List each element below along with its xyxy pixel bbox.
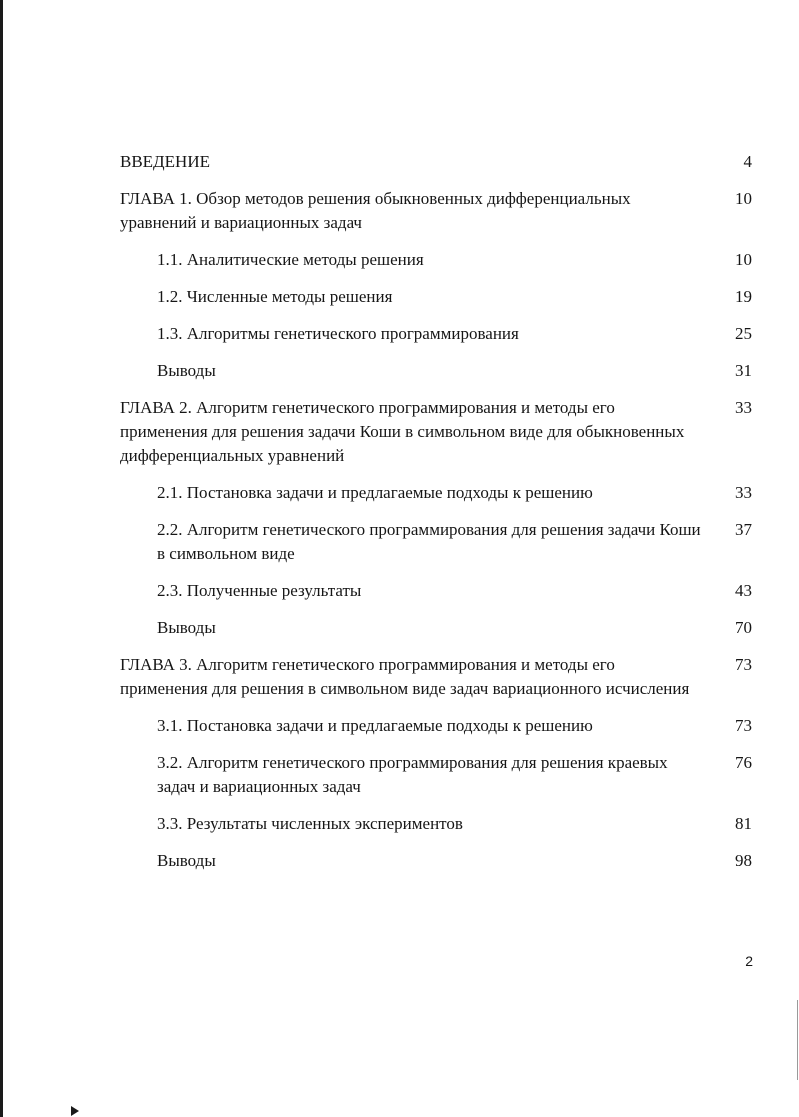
toc-entry bbox=[120, 359, 752, 383]
toc-entry-page: 10 bbox=[735, 189, 752, 208]
toc-entry-title: ГЛАВА 1. Обзор методов решения обыкновенных дифференциальных уравнений и вариационных задач bbox=[120, 189, 631, 232]
toc-entry bbox=[120, 285, 752, 309]
toc-entry bbox=[120, 849, 752, 873]
toc-entry-page: 37 bbox=[735, 520, 752, 539]
scan-left-edge bbox=[0, 0, 3, 1117]
toc-entry bbox=[120, 322, 752, 346]
toc-entry bbox=[120, 751, 752, 799]
toc-entry-title: 1.3. Алгоритмы генетического программирования bbox=[157, 324, 519, 343]
toc-entry-title: 1.1. Аналитические методы решения bbox=[157, 250, 424, 269]
toc-entry-page: 33 bbox=[735, 398, 752, 417]
toc-entry-title: Выводы bbox=[157, 361, 216, 380]
scan-corner-mark bbox=[71, 1106, 79, 1116]
table-of-contents bbox=[120, 150, 752, 886]
toc-entry bbox=[120, 187, 752, 235]
toc-entry-title: 3.3. Результаты численных экспериментов bbox=[157, 814, 463, 833]
toc-entry-page: 33 bbox=[735, 483, 752, 502]
toc-entry bbox=[120, 518, 752, 566]
toc-entry-title: 2.3. Полученные результаты bbox=[157, 581, 362, 600]
toc-entry bbox=[120, 396, 752, 468]
toc-entry bbox=[120, 150, 752, 174]
toc-entry-page: 76 bbox=[735, 753, 752, 772]
toc-entry bbox=[120, 812, 752, 836]
toc-entry bbox=[120, 653, 752, 701]
toc-entry-page: 19 bbox=[735, 287, 752, 306]
toc-entry-title: ВВЕДЕНИЕ bbox=[120, 152, 210, 171]
toc-entry-title: 3.1. Постановка задачи и предлагаемые подходы к решению bbox=[157, 716, 593, 735]
toc-entry bbox=[120, 714, 752, 738]
toc-entry-title: ГЛАВА 3. Алгоритм генетического программирования и методы его применения для решения в символьном виде задач вариационного исчисления bbox=[120, 655, 690, 698]
toc-entry-page: 81 bbox=[735, 814, 752, 833]
toc-entry-title: Выводы bbox=[157, 618, 216, 637]
toc-entry-page: 43 bbox=[735, 581, 752, 600]
toc-entry-page: 98 bbox=[735, 851, 752, 870]
toc-entry bbox=[120, 481, 752, 505]
toc-entry-title: 3.2. Алгоритм генетического программирования для решения краевых задач и вариационных задач bbox=[157, 753, 668, 796]
toc-entry-page: 10 bbox=[735, 250, 752, 269]
toc-entry-page: 25 bbox=[735, 324, 752, 343]
page-number: 2 bbox=[745, 953, 753, 969]
toc-entry-title: 1.2. Численные методы решения bbox=[157, 287, 393, 306]
toc-entry-title: 2.1. Постановка задачи и предлагаемые подходы к решению bbox=[157, 483, 593, 502]
toc-entry-page: 73 bbox=[735, 716, 752, 735]
toc-entry-title: 2.2. Алгоритм генетического программирования для решения задачи Коши в символьном виде bbox=[157, 520, 701, 563]
toc-entry-title: ГЛАВА 2. Алгоритм генетического программирования и методы его применения для решения задачи Коши в символьном виде для обыкновенных дифференциальных уравнений bbox=[120, 398, 685, 465]
toc-entry bbox=[120, 248, 752, 272]
toc-entry-page: 73 bbox=[735, 655, 752, 674]
toc-entry bbox=[120, 616, 752, 640]
toc-entry-page: 31 bbox=[735, 361, 752, 380]
toc-entry-page: 70 bbox=[735, 618, 752, 637]
toc-entry bbox=[120, 579, 752, 603]
toc-entry-title: Выводы bbox=[157, 851, 216, 870]
toc-entry-page: 4 bbox=[743, 152, 752, 171]
scan-right-edge bbox=[797, 1000, 798, 1080]
